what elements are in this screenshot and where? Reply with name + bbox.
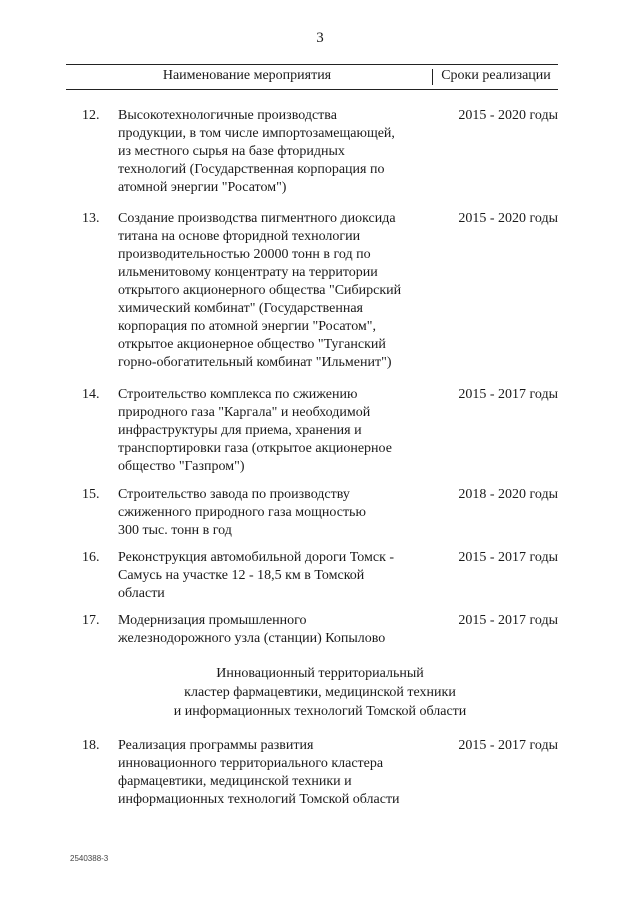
section-heading: [130, 664, 510, 721]
row-description: [118, 486, 436, 540]
description-line: области: [118, 586, 165, 601]
section-heading-line: Инновационный территориальный: [216, 666, 424, 681]
row-term: 2015 - 2020 годы: [458, 211, 558, 226]
description-line: Модернизация промышленного: [118, 613, 307, 628]
row-description: [118, 612, 436, 648]
description-line: фармацевтики, медицинской техники и: [118, 774, 352, 789]
row-term: 2015 - 2020 годы: [458, 108, 558, 123]
description-line: Создание производства пигментного диоксида: [118, 211, 396, 226]
row-number: 16.: [82, 550, 100, 565]
description-line: ильменитовому концентрату на территории: [118, 265, 378, 280]
description-line: информационных технологий Томской области: [118, 792, 400, 807]
row-description: [118, 386, 436, 476]
description-line: инфраструктуры для приема, хранения и: [118, 423, 362, 438]
document-code: 2540388-3: [70, 854, 109, 863]
description-line: химический комбинат" (Государственная: [118, 301, 363, 316]
row-number: 15.: [82, 487, 100, 502]
description-line: Самусь на участке 12 - 18,5 км в Томской: [118, 568, 365, 583]
description-line: Реконструкция автомобильной дороги Томск -: [118, 550, 395, 565]
description-line: Строительство комплекса по сжижению: [118, 387, 358, 402]
section-heading-line: кластер фармацевтики, медицинской техники: [184, 685, 456, 700]
row-term: 2015 - 2017 годы: [458, 550, 558, 565]
description-line: корпорация по атомной энергии "Росатом",: [118, 319, 376, 334]
description-line: из местного сырья на базе фторидных: [118, 144, 345, 159]
description-line: производительностью 20000 тонн в год по: [118, 247, 371, 262]
description-line: сжиженного природного газа мощностью: [118, 505, 366, 520]
row-number: 12.: [82, 108, 100, 123]
description-line: 300 тыс. тонн в год: [118, 523, 232, 538]
description-line: титана на основе фторидной технологии: [118, 229, 361, 244]
row-term: 2018 - 2020 годы: [458, 487, 558, 502]
row-description: [118, 107, 436, 197]
column-header-name: Наименование мероприятия: [162, 68, 332, 83]
row-description: [118, 737, 436, 809]
row-description: [118, 549, 436, 603]
description-line: железнодорожного узла (станции) Копылово: [118, 631, 386, 646]
description-line: Реализация программы развития: [118, 738, 314, 753]
row-number: 14.: [82, 387, 100, 402]
row-description: [118, 210, 436, 372]
row-term: 2015 - 2017 годы: [458, 613, 558, 628]
description-line: открытое акционерное общество "Туганский: [118, 337, 386, 352]
row-number: 18.: [82, 738, 100, 753]
description-line: атомной энергии "Росатом"): [118, 180, 287, 195]
table-header: [66, 64, 558, 90]
row-term: 2015 - 2017 годы: [458, 387, 558, 402]
description-line: технологий (Государственная корпорация по: [118, 162, 385, 177]
description-line: общество "Газпром"): [118, 459, 245, 474]
description-line: природного газа "Каргала" и необходимой: [118, 405, 371, 420]
description-line: открытого акционерного общества "Сибирский: [118, 283, 402, 298]
column-divider: [432, 69, 433, 85]
row-number: 13.: [82, 211, 100, 226]
row-term: 2015 - 2017 годы: [458, 738, 558, 753]
description-line: инновационного территориального кластера: [118, 756, 384, 771]
description-line: Строительство завода по производству: [118, 487, 350, 502]
section-heading-line: и информационных технологий Томской области: [173, 704, 467, 719]
description-line: продукции, в том числе импортозамещающей,: [118, 126, 395, 141]
description-line: транспортировки газа (открытое акционерное: [118, 441, 392, 456]
page-number: 3: [316, 30, 324, 46]
description-line: горно-обогатительный комбинат "Ильменит"): [118, 355, 392, 370]
description-line: Высокотехнологичные производства: [118, 108, 337, 123]
column-header-term: Сроки реализации: [441, 68, 551, 83]
row-number: 17.: [82, 613, 100, 628]
